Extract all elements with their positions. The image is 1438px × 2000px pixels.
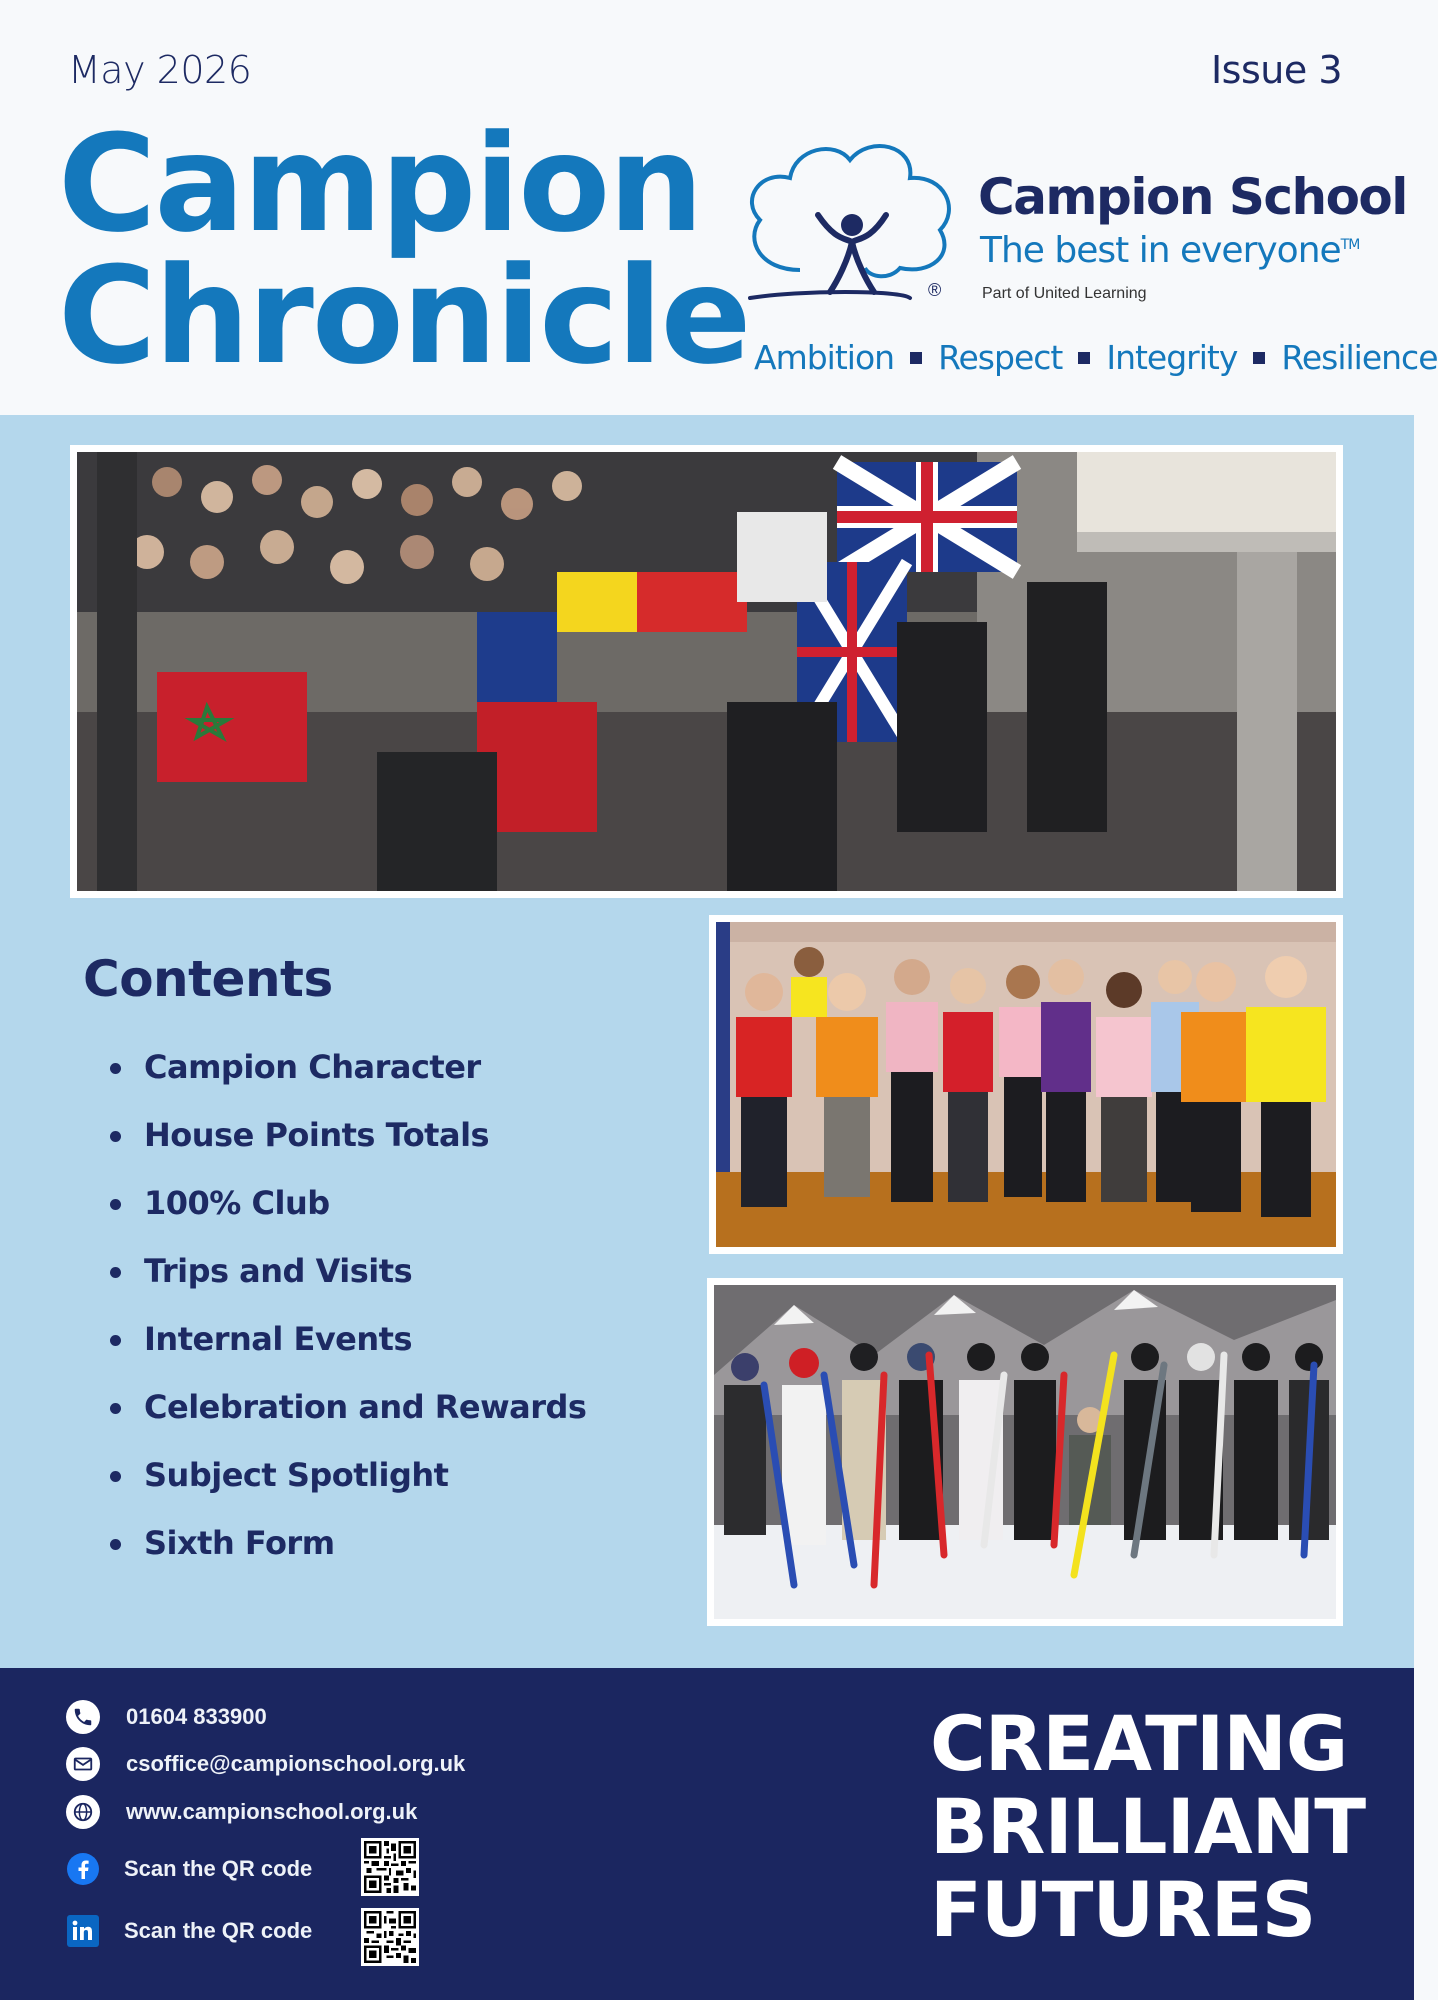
phone-row[interactable] xyxy=(66,1700,267,1734)
staff-group-image xyxy=(716,922,1336,1247)
header xyxy=(0,0,1438,415)
contents-item[interactable]: Subject Spotlight xyxy=(110,1446,586,1514)
linkedin-row[interactable] xyxy=(66,1914,312,1948)
value-respect: Respect xyxy=(938,338,1063,377)
contents-item[interactable]: Celebration and Rewards xyxy=(110,1378,586,1446)
slogan-line-3: FUTURES xyxy=(930,1865,1316,1954)
motto-text: The best in everyone xyxy=(980,230,1341,271)
facebook-row[interactable] xyxy=(66,1852,312,1886)
slogan-line-1: CREATING xyxy=(930,1699,1348,1788)
school-values xyxy=(754,338,1438,377)
school-motto xyxy=(980,230,1359,271)
newsletter-title xyxy=(58,106,750,394)
contents-item[interactable]: Sixth Form xyxy=(110,1514,586,1582)
website-url: www.campionschool.org.uk xyxy=(126,1799,418,1824)
trademark-mark: TM xyxy=(1340,237,1360,253)
email-row[interactable] xyxy=(66,1747,465,1781)
contents-heading: Contents xyxy=(83,950,333,1008)
contents-item[interactable]: Campion Character xyxy=(110,1038,586,1106)
issue-date: May 2026 xyxy=(68,48,252,92)
flag-parade-photo xyxy=(70,445,1343,898)
title-line-2: Chronicle xyxy=(58,238,750,394)
value-ambition: Ambition xyxy=(754,338,895,377)
contents-item[interactable]: House Points Totals xyxy=(110,1106,586,1174)
school-logo xyxy=(740,130,1407,310)
value-integrity: Integrity xyxy=(1106,338,1238,377)
facebook-icon xyxy=(66,1852,100,1886)
ski-trip-image xyxy=(714,1285,1336,1619)
contents-list xyxy=(110,1038,586,1582)
facebook-label: Scan the QR code xyxy=(124,1856,313,1881)
phone-number: 01604 833900 xyxy=(126,1704,267,1729)
email-icon xyxy=(66,1747,100,1781)
facebook-qr-code[interactable] xyxy=(361,1838,419,1896)
linkedin-icon xyxy=(66,1914,100,1948)
staff-group-photo xyxy=(709,915,1343,1254)
flag-parade-image xyxy=(77,452,1336,891)
value-resilience: Resilience xyxy=(1281,338,1438,377)
square-bullet-icon xyxy=(1253,352,1265,364)
title-line-1: Campion xyxy=(58,106,702,262)
contents-item[interactable]: Internal Events xyxy=(110,1310,586,1378)
phone-icon xyxy=(66,1700,100,1734)
email-address: csoffice@campionschool.org.uk xyxy=(126,1751,466,1776)
square-bullet-icon xyxy=(910,352,922,364)
website-row[interactable] xyxy=(66,1795,417,1829)
united-learning-note: Part of United Learning xyxy=(982,285,1147,302)
school-name: Campion School xyxy=(978,168,1407,226)
square-bullet-icon xyxy=(1078,352,1090,364)
registered-mark: ® xyxy=(928,280,942,300)
slogan xyxy=(930,1699,1366,1954)
contents-item[interactable]: Trips and Visits xyxy=(110,1242,586,1310)
linkedin-label: Scan the QR code xyxy=(124,1918,313,1943)
globe-icon xyxy=(66,1795,100,1829)
contents-item[interactable]: 100% Club xyxy=(110,1174,586,1242)
issue-number: Issue 3 xyxy=(1210,48,1342,92)
slogan-line-2: BRILLIANT xyxy=(930,1782,1366,1871)
ski-trip-photo xyxy=(707,1278,1343,1626)
linkedin-qr-code[interactable] xyxy=(361,1908,419,1966)
